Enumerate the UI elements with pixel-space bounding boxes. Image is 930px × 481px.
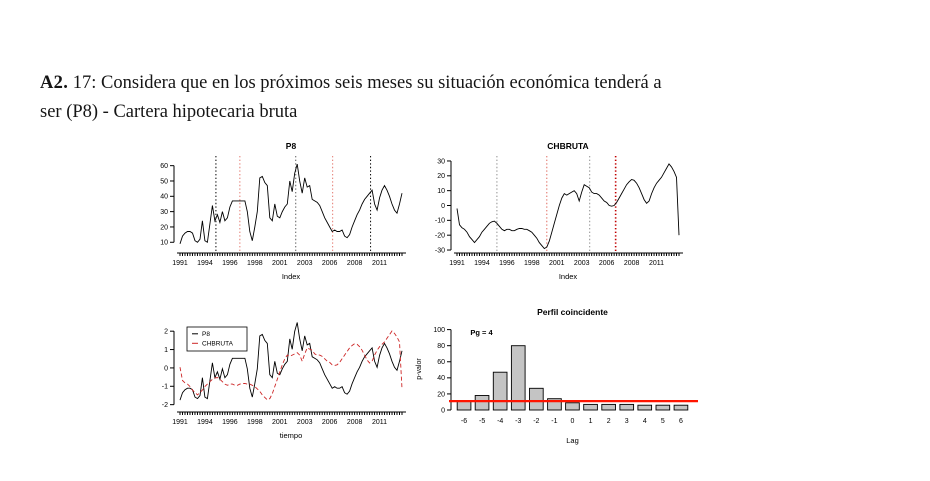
bar-lag--5 [475, 396, 489, 411]
x-tick-label: 2 [606, 418, 611, 425]
chart-title: Perfil coincidente [537, 307, 608, 317]
x-tick-label: 1991 [172, 419, 188, 426]
chart-title: P8 [285, 141, 297, 151]
y-tick-label: 10 [437, 188, 445, 196]
y-tick-label: -20 [434, 232, 445, 240]
x-tick-label: 5 [660, 418, 665, 425]
y-tick-label: 60 [437, 359, 445, 367]
chart-combined-standardized-timeseries [148, 300, 428, 465]
y-tick-label: 40 [437, 375, 445, 383]
bar-lag--6 [457, 401, 471, 410]
y-tick-label: -2 [161, 402, 168, 410]
x-tick-label: -5 [478, 418, 486, 425]
x-tick-label: 4 [642, 418, 647, 425]
series-p8 [180, 164, 402, 244]
x-tick-label: -2 [533, 418, 540, 425]
x-tick-label: 2003 [573, 260, 590, 267]
bar-lag--4 [493, 372, 507, 410]
bar-lag-5 [656, 405, 670, 410]
x-tick-label: 1998 [524, 260, 540, 267]
y-axis-label: p-valor [416, 358, 423, 380]
x-tick-label: 2006 [321, 260, 338, 267]
x-tick-label: 2008 [623, 260, 640, 267]
y-tick-label: 2 [164, 328, 168, 336]
bar-lag--2 [530, 388, 544, 410]
legend-label: CHBRUTA [202, 340, 233, 348]
y-tick-label: 20 [160, 224, 168, 232]
y-tick-label: 0 [441, 202, 445, 210]
y-tick-label: 60 [160, 163, 168, 171]
x-tick-label: 3 [624, 418, 629, 425]
caption-text-line1: 17: Considera que en los próximos seis meses su situación económica tenderá a [68, 72, 662, 93]
series-chbruta [457, 164, 679, 249]
x-tick-label: 0 [570, 418, 575, 425]
x-tick-label: 1996 [499, 260, 515, 267]
y-tick-label: -1 [161, 383, 168, 391]
x-tick-label: -6 [460, 418, 468, 425]
y-tick-label: 100 [433, 327, 445, 335]
x-tick-label: 1994 [197, 260, 213, 267]
chart-perfil-coincidente-bar [408, 300, 708, 462]
x-tick-label: -4 [497, 418, 504, 425]
y-tick-label: 20 [437, 391, 445, 399]
x-tick-label: -1 [551, 418, 558, 425]
figure-caption [40, 69, 820, 127]
x-tick-label: -3 [515, 418, 522, 425]
y-tick-label: 0 [164, 365, 168, 373]
x-tick-label: 1994 [197, 419, 213, 426]
x-axis-label: Lag [566, 436, 579, 445]
y-tick-label: 1 [164, 346, 168, 354]
x-tick-label: 2001 [271, 419, 288, 426]
y-tick-label: 30 [437, 158, 445, 166]
y-tick-label: 30 [160, 209, 168, 217]
x-tick-label: 1991 [449, 260, 465, 267]
x-axis-label: Index [558, 272, 578, 281]
x-tick-label: 2011 [372, 260, 388, 267]
caption-text-line2: ser (P8) - Cartera hipotecaria bruta [40, 101, 298, 122]
legend-label: P8 [202, 331, 210, 338]
y-tick-label: 10 [160, 239, 168, 247]
x-tick-label: 2003 [296, 419, 313, 426]
chart-title: CHBRUTA [547, 141, 589, 151]
x-tick-label: 2008 [346, 260, 363, 267]
x-tick-label: 1996 [222, 419, 238, 426]
x-tick-label: 1998 [247, 260, 263, 267]
y-tick-label: 20 [437, 173, 445, 181]
bar-lag-3 [620, 404, 634, 410]
y-tick-label: -10 [434, 217, 445, 225]
x-tick-label: 2008 [346, 419, 363, 426]
chart-chbruta-timeseries [425, 138, 705, 300]
annotation-pg: Pg = 4 [470, 328, 493, 338]
y-tick-label: -30 [434, 247, 445, 255]
x-tick-label: 1 [588, 418, 593, 425]
x-tick-label: 1998 [247, 419, 263, 426]
x-tick-label: 2001 [548, 260, 565, 267]
x-tick-label: 6 [679, 418, 683, 425]
x-tick-label: 1991 [172, 260, 188, 267]
x-tick-label: 2006 [321, 419, 338, 426]
bar-lag-6 [674, 405, 688, 410]
y-tick-label: 80 [437, 343, 445, 351]
caption-number: A2. [40, 72, 69, 93]
x-axis-label: tiempo [279, 431, 303, 440]
bar-lag-2 [602, 404, 616, 410]
y-tick-label: 40 [160, 193, 168, 201]
bar-lag-0 [566, 403, 580, 410]
x-tick-label: 1996 [222, 260, 238, 267]
x-tick-label: 1994 [474, 260, 490, 267]
x-tick-label: 2011 [372, 419, 388, 426]
y-tick-label: 0 [441, 407, 445, 415]
x-tick-label: 2006 [598, 260, 615, 267]
chart-p8-timeseries [148, 138, 428, 300]
x-axis-label: Index [281, 272, 301, 281]
x-tick-label: 2011 [649, 260, 665, 267]
bar-lag-4 [638, 405, 652, 410]
bar-lag-1 [584, 404, 598, 410]
x-tick-label: 2001 [271, 260, 288, 267]
y-tick-label: 50 [160, 178, 168, 186]
x-tick-label: 2003 [296, 260, 313, 267]
